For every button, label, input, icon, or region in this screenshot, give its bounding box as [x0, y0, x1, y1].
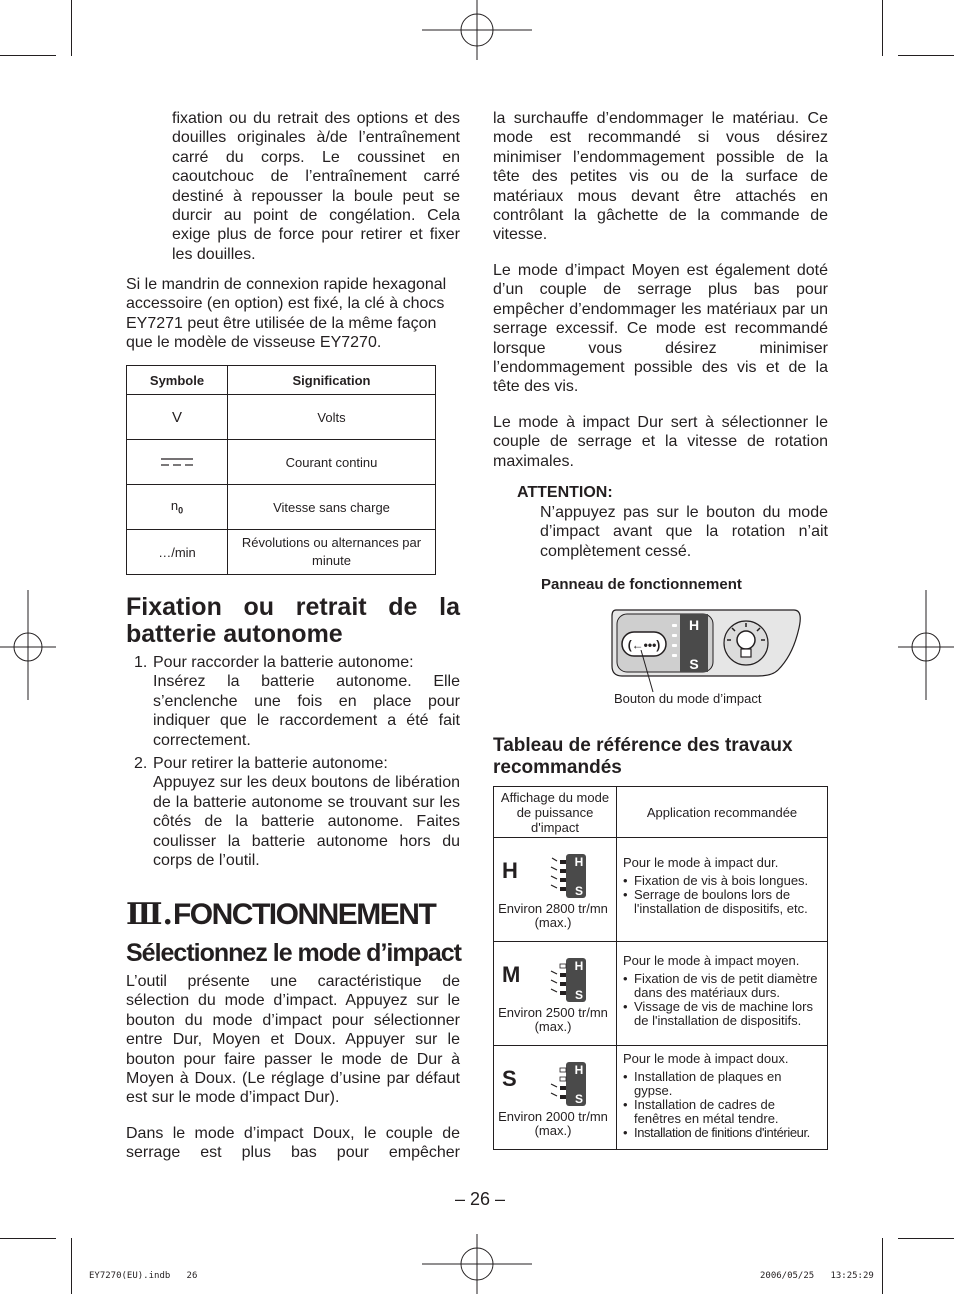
mode-intro: Pour le mode à impact moyen.	[623, 953, 800, 968]
step-body: Appuyez sur les deux boutons de libération de la batterie autonome se trouvant sur les côtés de la batterie autonome. Faites coulisser la batterie autonome hors du corps de l’outil.	[153, 774, 460, 870]
list-item: • Installation de cadres de fenêtres en métal tendre.	[634, 1098, 821, 1126]
symbol-n: n	[170, 498, 179, 514]
registration-mark-left	[0, 590, 56, 700]
reference-table	[493, 786, 828, 1150]
step-number: 1.	[134, 654, 148, 671]
symbol-subscript: 0	[178, 505, 184, 516]
direct-current-icon	[160, 457, 194, 467]
soft-mode-display-icon	[550, 1060, 590, 1108]
registration-mark-right	[898, 590, 954, 700]
list-item	[126, 754, 460, 870]
meaning-cell: Vitesse sans charge	[228, 485, 436, 530]
step-title: Pour retirer la batterie autonome:	[153, 755, 388, 773]
list-item	[126, 653, 460, 750]
file-name: EY7270(EU).indb 26	[89, 1271, 198, 1281]
symbol-table	[126, 365, 436, 575]
print-timestamp: 2006/05/25 13:25:29	[760, 1271, 874, 1281]
panel-letter-s: S	[689, 656, 699, 672]
meaning-cell: Courant continu	[228, 440, 436, 485]
registration-mark-top	[422, 0, 532, 60]
light-bulb-icon	[724, 621, 768, 665]
icon-letter-h: H	[574, 959, 584, 973]
soft-mode-paragraph: Dans le mode d’impact Doux, le couple de serrage est plus bas pour empêcher	[126, 1125, 460, 1162]
panel-caption: Bouton du mode d’impact	[614, 691, 762, 706]
medium-mode-display-icon	[550, 956, 590, 1004]
hard-mode-paragraph: Le mode à impact Dur sert à sélectionner le couple de serrage et la vitesse de rotation maximales.	[493, 414, 828, 470]
medium-mode-paragraph: Le mode d’impact Moyen est également doté d’un couple de serrage plus bas pour empêcher d’endommager les matériaux par un serrage excessif. Ce mode est recommandé lorsque vous désirez minimiser l’endommagement possible des vis et de la tête des vis.	[493, 262, 828, 396]
registration-mark-bottom	[422, 1234, 532, 1294]
symbol-cell	[127, 440, 228, 485]
symbol-header: Symbole	[127, 366, 228, 395]
meaning-header: Signification	[228, 366, 436, 395]
table-row	[127, 395, 436, 440]
application-list	[623, 972, 821, 1028]
table-row	[494, 838, 828, 942]
battery-steps	[126, 653, 460, 870]
step-number: 2.	[134, 755, 148, 773]
list-item: • Serrage de boulons lors de l'installation de dispositifs, etc.	[634, 888, 821, 916]
table-row	[494, 1046, 828, 1150]
subsection-title: Sélectionnez le mode d’impact	[126, 939, 461, 967]
application-list	[623, 1070, 821, 1140]
application-header: Application recommandée	[617, 787, 828, 838]
table-row	[127, 530, 436, 575]
hard-mode-display-icon	[550, 852, 590, 900]
mode-intro: Pour le mode à impact dur.	[623, 855, 779, 870]
section-number: Ⅲ.	[126, 897, 173, 932]
list-item: • Installation de plaques en gypse.	[634, 1070, 821, 1098]
speed-label: Environ 2800 tr/mn (max.)	[498, 901, 608, 930]
attention-label: ATTENTION:	[517, 484, 613, 501]
list-item: • Installation de finitions d'intérieur.	[634, 1126, 821, 1140]
callout-line	[635, 650, 665, 695]
icon-letter-h: H	[574, 1063, 584, 1077]
icon-letter-s: S	[574, 988, 584, 1002]
table-row	[127, 485, 436, 530]
meaning-cell: Révolutions ou alternances par minute	[228, 530, 436, 575]
icon-letter-s: S	[574, 1092, 584, 1106]
symbol-cell: V	[127, 395, 228, 440]
mode-letter: S	[502, 1066, 517, 1091]
icon-letter-s: S	[574, 884, 584, 898]
meaning-cell: Volts	[228, 395, 436, 440]
intro-paragraph: fixation ou du retrait des options et des douilles originales à/de l’entraînement carré du corps. Le coussinet en caoutchouc de l’entraînement carré destiné à repousser la boule peut se durcir au point de congélation. Cela exige plus de force pour retirer et fixer les douilles.	[172, 110, 460, 263]
mode-paragraph: L’outil présente une caractéristique de sélection du mode d’impact. Appuyez sur le bouton du mode d’impact pour sélectionner entre Dur, Moyen et Doux. Appuyer sur le bouton pour faire passer le mode de Dur à Moyen à Doux. (Le réglage d’usine par défaut est sur le mode d’impact Dur).	[126, 973, 460, 1107]
list-item: • Vissage de vis de machine lors de l'installation de dispositifs.	[634, 1000, 821, 1028]
speed-label: Environ 2000 tr/mn (max.)	[498, 1109, 608, 1138]
section-heading	[126, 897, 462, 932]
section-title: FONCTIONNEMENT	[172, 898, 436, 931]
battery-heading: Fixation ou retrait de la batterie autonome	[126, 593, 460, 648]
hex-chuck-paragraph: Si le mandrin de connexion rapide hexagonal accessoire (en option) est fixé, la clé à chocs EY7271 peut être utilisée de la même façon que le modèle de visseuse EY7270.	[126, 276, 447, 352]
svg-text:(←•••): (←•••)	[627, 638, 661, 652]
mode-letter: M	[502, 962, 521, 987]
mode-display-header: Affichage du mode de puissance d'impact	[494, 787, 617, 838]
panel-title: Panneau de fonctionnement	[541, 576, 742, 593]
list-item: • Fixation de vis à bois longues.	[634, 874, 821, 888]
list-item: • Fixation de vis de petit diamètre dans des matériaux durs.	[634, 972, 821, 1000]
table-row	[494, 942, 828, 1046]
symbol-cell: …/min	[127, 530, 228, 575]
mode-letter: H	[502, 858, 518, 883]
step-body: Insérez la batterie autonome. Elle s’enclenche une fois en place pour indiquer que le raccordement a été fait correctement.	[153, 673, 460, 749]
speed-label: Environ 2500 tr/mn (max.)	[498, 1005, 608, 1034]
reference-table-title: Tableau de référence des travaux recommandés	[493, 735, 793, 778]
mode-intro: Pour le mode à impact doux.	[623, 1051, 789, 1066]
attention-text: N’appuyez pas sur le bouton du mode d’impact avant que la rotation n’ait complètement cessé.	[540, 504, 828, 560]
symbol-cell	[127, 485, 228, 530]
page-number: – 26 –	[454, 1189, 506, 1209]
panel-letter-h: H	[688, 617, 700, 633]
step-title: Pour raccorder la batterie autonome:	[153, 654, 414, 671]
icon-letter-h: H	[574, 855, 584, 869]
application-list	[623, 874, 821, 916]
table-row	[127, 440, 436, 485]
soft-mode-paragraph-cont: la surchauffe d’endommager le matériau. Ce mode est recommandé si vous désirez minimiser l’endommagement possible de la tête des petites vis ou de la surface de matériaux mous devant être attachés en contrôlant la gâchette de la commande de vitesse.	[493, 110, 828, 244]
